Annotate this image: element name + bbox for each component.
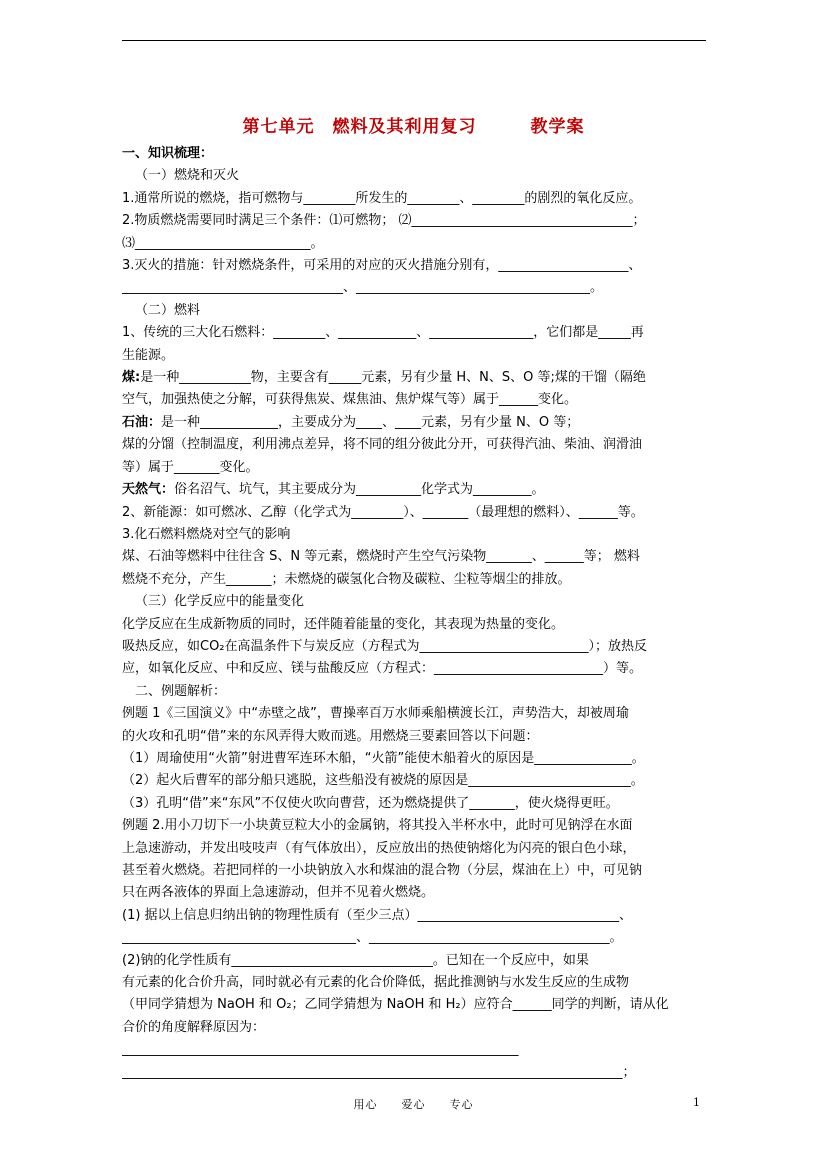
body-line: (2)钠的化学性质有_______________________________。已知在一个反应中，如果 — [122, 952, 589, 968]
body-line: 煤的分馏（控制温度，利用沸点差异，将不同的组分彼此分开，可获得汽油、柴油、润滑油 — [122, 437, 643, 453]
body-line: 3.灭火的措施：针对燃烧条件，可采用的对应的灭火措施分别有，____________________、 — [122, 258, 642, 274]
body-line: 石油：是一种____________，主要成分为____、____元素，另有少量 N、O 等； — [122, 414, 580, 430]
header-rule — [122, 40, 706, 41]
page-number: 1 — [693, 1096, 700, 1109]
body-line: 2、新能源：如可燃冰、乙醇（化学式为________）、_______（最理想的燃料）、______等。 — [122, 504, 644, 520]
body-line: 1.通常所说的燃烧，指可燃物与________所发生的________、________的剧烈的氧化反应。 — [122, 190, 642, 206]
document-title: 第七单元 燃料及其利用复习 教学案 — [242, 117, 585, 137]
body-line: ____________________________________、_____________________________________。 — [122, 930, 623, 946]
body-line: 煤、石油等燃料中往往含 S、N 等元素，燃烧时产生空气污染物_______、______等； 燃料 — [122, 549, 640, 565]
subsection-heading: （一）燃烧和灭火 — [135, 168, 240, 184]
body-line: __________________________________、____________________________________。 — [122, 280, 603, 296]
answer-line: _____________________________________________________________________________； — [122, 1064, 636, 1080]
body-line: 化学反应在生成新物质的同时，还伴随着能量的变化，其表现为热量的变化。 — [122, 616, 565, 632]
body-line: 有元素的化合价升高，同时就必有元素的化合价降低，据此推测钠与水发生反应的生成物 — [122, 975, 630, 991]
body-line: 1、传统的三大化石燃料：________、____________、________________，它们都是_____再 — [122, 325, 644, 341]
body-line: 例题 1《三国演义》中“赤壁之战”，曹操率百万水师乘船横渡长江，声势浩大，却被周瑜 — [122, 706, 629, 722]
body-line: 生能源。 — [122, 347, 175, 363]
body-line: 吸热反应，如CO₂在高温条件下与炭反应（方程式为__________________________）；放热反 — [122, 638, 648, 654]
document-body — [122, 143, 706, 1084]
body-line: （3）孔明“借”来“东风”不仅使火吹向曹营，还为燃烧提供了_______，使火烧得更旺。 — [122, 795, 619, 811]
body-line: 等）属于_______变化。 — [122, 459, 259, 475]
footer-motto: 用心 爱心 专心 — [353, 1098, 474, 1111]
body-line: 空气，加强热使之分解，可获得焦炭、煤焦油、焦炉煤气等）属于______变化。 — [122, 392, 578, 408]
body-line: （1）周瑜使用“火箭”射进曹军连环木船，“火箭”能使木船着火的原因是_______________。 — [122, 750, 645, 766]
body-line: ⑶___________________________。 — [122, 235, 324, 251]
section-heading: 二、例题解析： — [135, 683, 227, 699]
body-line: 燃烧不充分，产生_______；未燃烧的碳氢化合物及碳粒、尘粒等烟尘的排放。 — [122, 571, 571, 587]
subsection-heading: （二）燃料 — [135, 302, 201, 318]
body-line: (1) 据以上信息归纳出钠的物理性质有（至少三点）_______________________________、 — [122, 907, 633, 923]
body-line: 只在两各液体的界面上急速游动，但并不见着火燃烧。 — [122, 885, 435, 901]
body-line: 应，如氧化反应、中和反应、镁与盐酸反应（方程式：__________________________）等。 — [122, 661, 643, 677]
body-line: 2.物质燃烧需要同时满足三个条件：⑴可燃物； ⑵__________________________________； — [122, 213, 646, 229]
body-line: 煤:是一种___________物，主要含有_____元素，另有少量 H、N、S、O 等;煤的干馏（隔绝 — [122, 370, 646, 386]
body-line: 3.化石燃料燃烧对空气的影响 — [122, 526, 291, 542]
body-line: 上急速游动，并发出吱吱声（有气体放出），反应放出的热使钠熔化为闪亮的银白色小球， — [122, 840, 636, 856]
body-line: 合价的角度解释原因为： — [122, 1019, 266, 1035]
subsection-heading: （三）化学反应中的能量变化 — [135, 594, 305, 610]
body-line: 甚至着火燃烧。若把同样的一小块钠放入水和煤油的混合物（分层，煤油在上）中，可见钠 — [122, 863, 643, 878]
answer-line: _____________________________________________________________ — [122, 1042, 519, 1058]
body-line: （2）起火后曹军的部分船只逃脱，这些船没有被烧的原因是_________________________。 — [122, 773, 644, 789]
body-line: 例题 2.用小刀切下一小块黄豆粒大小的金属钠，将其投入半杯水中，此时可见钠浮在水面 — [122, 818, 633, 834]
body-line: （甲同学猜想为 NaOH 和 O₂；乙同学猜想为 NaOH 和 H₂）应符合______同学的判断，请从化 — [122, 997, 669, 1013]
section-heading: 一、知识梳理： — [122, 146, 214, 161]
body-line: 天然气：俗名沼气、坑气，其主要成分为__________化学式为_________。 — [122, 482, 545, 498]
body-line: 的火攻和孔明“借”来的东风弄得大败而逃。用燃烧三要素回答以下问题： — [122, 728, 539, 744]
